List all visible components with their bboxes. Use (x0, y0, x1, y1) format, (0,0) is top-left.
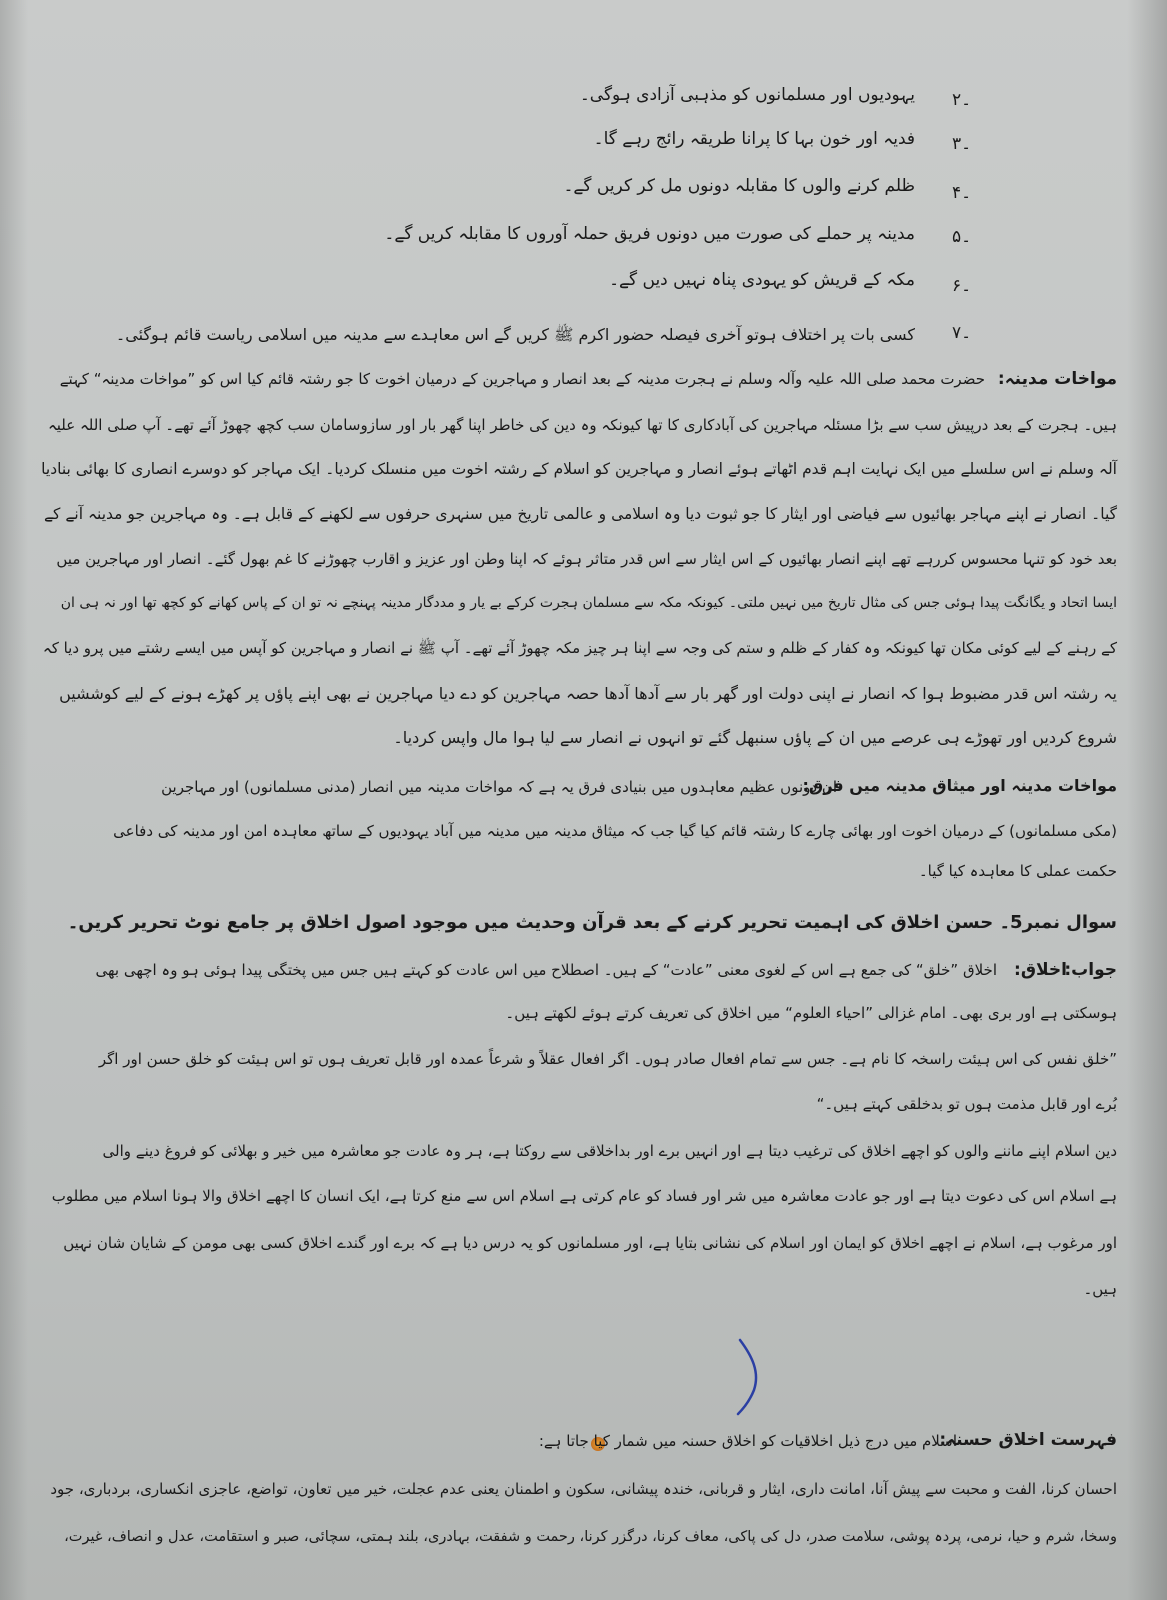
quote-line: بُرے اور قابل مذمت ہوں تو بدخلقی کہتے ہیں۔“ (816, 1095, 1117, 1113)
paragraph-line: ان دونوں عظیم معاہدوں میں بنیادی فرق یہ ہے کہ مواخات مدینہ میں انصار (مدنی مسلمانوں) اور مہاجرین (161, 778, 837, 796)
list-number: ۶۔ (952, 276, 972, 296)
list-item: مدینہ پر حملے کی صورت میں دونوں فریق حملہ آوروں کا مقابلہ کریں گے۔ (384, 224, 915, 244)
list-item: یہودیوں اور مسلمانوں کو مذہبی آزادی ہوگی۔ (579, 85, 915, 105)
section-heading: مواخات مدینہ اور میثاق مدینہ میں فرق: (802, 776, 1117, 795)
paragraph-line: یہ رشتہ اس قدر مضبوط ہوا کہ انصار نے اپنی دولت اور گھر بار سے آدھا آدھا حصہ مہاجرین کو دے دیا مہاجرین نے بھی اپنے پاؤں پر کھڑے ہونے کے لیے کوششیں (59, 684, 1117, 703)
page-shadow-right (1127, 0, 1167, 1600)
paragraph-line: آلہ وسلم نے اس سلسلے میں ایک نہایت اہم قدم اٹھاتے ہوئے انصار و مہاجرین کو اسلام کے رشتہ اخوت میں منسلک کردیا۔ ایک مہاجر کو دوسرے انصاری کا بھائی بنادیا (41, 460, 1117, 478)
page-shadow-left (0, 0, 28, 1600)
list-item: کسی بات پر اختلاف ہوتو آخری فیصلہ حضور اکرم ﷺ کریں گے اس معاہدے سے مدینہ میں اسلامی ریاست قائم ہوگئی۔ (115, 325, 915, 344)
list-number: ۲۔ (952, 90, 972, 110)
answer-heading: اخلاق: (1014, 960, 1067, 980)
paragraph-line: اخلاق ”خلق“ کی جمع ہے اس کے لغوی معنی ”عادت“ کے ہیں۔ اصطلاح میں اس عادت کو کہتے ہیں جس میں پختگی پیدا ہوئی ہو وہ اچھی بھی (95, 961, 997, 979)
paragraph-line: (مکی مسلمانوں) کے درمیان اخوت اور بھائی چارے کا رشتہ قائم کیا گیا جب کہ میثاق مدینہ میں مدینہ میں آباد یہودیوں کے ساتھ معاہدہ امن اور مدینہ کی دفاعی (113, 822, 1117, 840)
list-item: ظلم کرنے والوں کا مقابلہ دونوں مل کر کریں گے۔ (563, 176, 915, 196)
question-heading: سوال نمبر5۔ حسن اخلاق کی اہمیت تحریر کرنے کے بعد قرآن وحدیث میں موجود اصول اخلاق پر جامع نوٹ تحریر کریں۔ (67, 912, 1117, 933)
list-number: ۴۔ (952, 183, 972, 203)
paragraph-line: اسلام میں درج ذیل اخلاقیات کو اخلاق حسنہ میں شمار کیا جاتا ہے: (538, 1432, 957, 1450)
paragraph-line: ہوسکتی ہے اور بری بھی۔ امام غزالی ”احیاء العلوم“ میں اخلاق کی تعریف کرتے ہوئے لکھتے ہیں۔ (505, 1004, 1117, 1022)
paragraph-line: بعد خود کو تنہا محسوس کررہے تھے اپنے انصار بھائیوں کے اس ایثار سے اس قدر متاثر ہوئے کہ اپنا وطن اور عزیز و اقارب چھوڑنے کا غم بھول گئے۔ انصار اور مہاجرین میں (56, 550, 1117, 568)
paragraph-line: ہے اسلام اس کی دعوت دیتا ہے اور جو عادت معاشرہ میں شر اور فساد کو عام کرتی ہے اسلام اس سے منع کرتا ہے، ایک انسان کا اچھے اخلاق والا ہونا اسلام میں مطلوب (51, 1187, 1117, 1205)
list-number: ۳۔ (952, 134, 972, 154)
list-number: ۷۔ (952, 323, 972, 343)
paragraph-line: وسخا، شرم و حیا، نرمی، پردہ پوشی، سلامت صدر، دل کی پاکی، معاف کرنا، درگزر کرنا، رحمت و شفقت، بہادری، بلند ہمتی، سچائی، صبر و استقامت، عدل و انصاف، غیرت، (64, 1529, 1117, 1545)
list-number: ۵۔ (952, 227, 972, 247)
paragraph-line: حکمت عملی کا معاہدہ کیا گیا۔ (918, 862, 1117, 880)
paragraph-line: ایسا اتحاد و یگانگت پیدا ہوئی جس کی مثال تاریخ میں نہیں ملتی۔ کیونکہ مکہ سے مسلمان ہجرت کرکے بے یار و مددگار مدینہ پہنچے نہ تو ان کے پاس کھانے کو کچھ تھا اور نہ ہی ان (60, 595, 1117, 611)
paragraph-line: دین اسلام اپنے ماننے والوں کو اچھے اخلاق کی ترغیب دیتا ہے اور انہیں برے اور بداخلاقی سے روکتا ہے، ہر وہ عادت جو معاشرہ میں خیر و بھلائی کو فروغ دینے والی (102, 1142, 1117, 1160)
quote-line: ”خلق نفس کی اس ہیئت راسخہ کا نام ہے۔ جس سے تمام افعال صادر ہوں۔ اگر افعال عقلاً و شرعاً عمدہ اور قابل تعریف ہوں تو اس ہیئت کو خلق حسن اور اگر (98, 1050, 1117, 1068)
paragraph-line: حضرت محمد صلی اللہ علیہ وآلہ وسلم نے ہجرت مدینہ کے بعد انصار و مہاجرین کے درمیان اخوت کا جو رشتہ قائم کیا اس کو ”مواخات مدینہ“ کہتے (59, 370, 985, 388)
paragraph-line: اور مرغوب ہے، اسلام نے اچھے اخلاق کو ایمان اور اسلام کی نشانی بتایا ہے، اور مسلمانوں کو یہ درس دیا ہے کہ برے اور گندے اخلاق کسی بھی مومن کے شایان شان نہیں (63, 1234, 1117, 1252)
paragraph-line: احسان کرنا، الفت و محبت سے پیش آنا، امانت داری، ایثار و قربانی، خندہ پیشانی، سکون و اطمنان یعنی عدم عجلت، خیر میں تعاون، تواضع، عاجزی انکساری، بردباری، جود (50, 1480, 1117, 1498)
paragraph-line: شروع کردیں اور تھوڑے ہی عرصے میں ان کے پاؤں سنبھل گئے تو انہوں نے انصار سے لیا ہوا مال واپس کردیا۔ (393, 728, 1117, 747)
section-heading: مواخات مدینہ: (997, 369, 1117, 389)
section-heading: فہرست اخلاق حسنہ: (939, 1430, 1117, 1450)
list-item: مکہ کے قریش کو یہودی پناہ نہیں دیں گے۔ (609, 270, 915, 290)
list-item: فدیہ اور خون بہا کا پرانا طریقہ رائج رہے گا۔ (593, 129, 915, 149)
paragraph-line: کے رہنے کے لیے کوئی مکان تھا کیونکہ وہ کفار کے ظلم و ستم کی وجہ سے اپنا ہر چیز مکہ چھوڑ آئے تھے۔ آپ ﷺ نے انصار و مہاجرین کو آپس میں ایسے رشتے میں پرو دیا کہ (42, 639, 1117, 657)
answer-label: جواب: (1064, 960, 1117, 980)
paragraph-line: گیا۔ انصار نے اپنے مہاجر بھائیوں سے فیاضی اور ایثار کا جو ثبوت دیا وہ اسلامی و عالمی تاریخ میں سنہری حرفوں سے لکھنے کے قابل ہے۔ وہ مہاجرین جو مدینہ آنے کے (43, 505, 1117, 523)
paragraph-line: ہیں۔ (1083, 1280, 1117, 1298)
paragraph-line: ہیں۔ ہجرت کے بعد درپیش سب سے بڑا مسئلہ مہاجرین کی آبادکاری کا تھا کیونکہ وہ دین کی خاطر اپنا گھر بار اور سازوسامان سب کچھ چھوڑ آئے تھے۔ آپ صلی اللہ علیہ (47, 416, 1117, 434)
pen-mark (726, 1338, 786, 1418)
